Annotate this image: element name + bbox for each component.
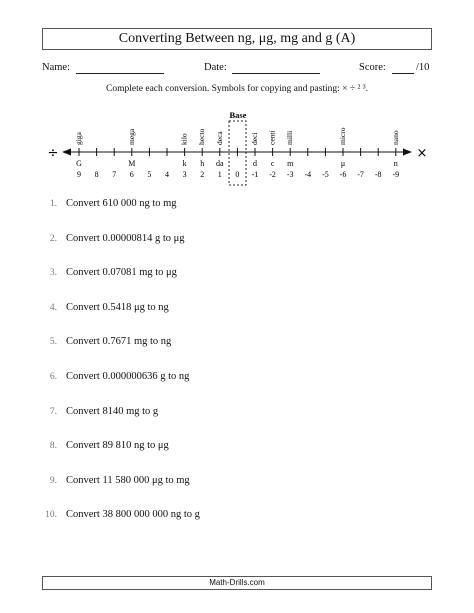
question-text: Convert 0.00000814 g to μg xyxy=(66,232,185,244)
question-row xyxy=(32,371,189,382)
scale-exponent-label: -5 xyxy=(322,170,329,179)
scale-exponent-label: -3 xyxy=(286,170,294,179)
scale-prefix-symbol: h xyxy=(200,159,205,168)
scale-exponent-label: -2 xyxy=(269,170,276,179)
question-text: Convert 0.07081 mg to μg xyxy=(66,267,177,279)
score-total: /10 xyxy=(416,62,430,73)
question-number: 9. xyxy=(49,475,57,486)
scale-exponent-label: 3 xyxy=(182,170,187,179)
scale-prefix-symbol: n xyxy=(393,159,398,168)
score-line xyxy=(392,73,414,74)
scale-prefix-name: micro xyxy=(338,127,347,145)
divide-symbol: ÷ xyxy=(47,146,59,161)
scale-prefix-name: nano xyxy=(390,130,400,145)
question-text: Convert 11 580 000 μg to mg xyxy=(66,474,190,486)
scale-exponent-label: 7 xyxy=(112,170,117,179)
question-row xyxy=(32,440,169,451)
scale-exponent-label: -4 xyxy=(304,170,312,179)
date-label: Date: xyxy=(204,62,227,73)
scale-prefix-name: milli xyxy=(285,130,295,145)
question-row xyxy=(32,267,177,278)
scale-prefix-name: deci xyxy=(250,132,259,145)
question-row xyxy=(32,302,169,313)
scale-prefix-symbol: μ xyxy=(340,159,346,168)
scale-exponent-label: -8 xyxy=(374,170,382,179)
scale-exponent-label: 4 xyxy=(165,170,169,179)
scale-prefix-name: deca xyxy=(214,131,224,145)
date-line xyxy=(232,73,320,74)
question-text: Convert 0.000000636 g to ng xyxy=(66,371,190,382)
scale-exponent-label: 9 xyxy=(77,170,81,179)
scale-exponent-label: -6 xyxy=(339,170,347,179)
question-number: 7. xyxy=(49,406,57,417)
question-text: Convert 0.7671 mg to ng xyxy=(66,336,172,348)
question-number: 8. xyxy=(49,441,57,452)
prefix-scale xyxy=(0,100,474,190)
scale-exponent-label: -9 xyxy=(392,170,400,179)
scale-exponent-label: -7 xyxy=(357,170,364,179)
name-line xyxy=(76,73,164,74)
scale-exponent-label: -1 xyxy=(251,170,259,179)
question-text: Convert 610 000 ng to mg xyxy=(66,198,177,209)
question-number: 5. xyxy=(49,337,57,348)
question-row xyxy=(32,233,185,244)
footer: Math-Drills.com xyxy=(42,576,432,590)
question-number: 6. xyxy=(49,372,57,382)
scale-exponent-label: 5 xyxy=(147,170,152,179)
scale-exponent-label: 1 xyxy=(217,170,222,179)
scale-prefix-symbol: d xyxy=(253,159,257,168)
question-text: Convert 8140 mg to g xyxy=(66,405,159,417)
left-arrow-icon xyxy=(62,149,71,156)
question-number: 2. xyxy=(49,233,57,244)
scale-exponent-label: 2 xyxy=(200,170,205,179)
question-row xyxy=(32,198,177,209)
scale-prefix-name: mega xyxy=(126,128,136,145)
question-row xyxy=(32,336,171,347)
question-number: 3. xyxy=(49,268,57,279)
name-label: Name: xyxy=(42,62,70,73)
question-text: Convert 0.5418 μg to ng xyxy=(66,301,169,313)
question-text: Convert 89 810 ng to μg xyxy=(66,440,169,452)
right-arrow-icon xyxy=(403,149,412,156)
question-number: 4. xyxy=(49,302,57,313)
scale-prefix-symbol: M xyxy=(128,159,136,168)
score-label: Score: xyxy=(359,62,386,73)
scale-exponent-label: 0 xyxy=(235,170,240,179)
question-row xyxy=(32,475,190,486)
scale-prefix-symbol: k xyxy=(182,159,187,168)
question-row xyxy=(32,406,158,417)
multiply-symbol: × xyxy=(416,146,428,161)
scale-exponent-label: 8 xyxy=(94,170,99,179)
scale-prefix-name: hecto xyxy=(197,128,207,145)
question-number: 10. xyxy=(45,510,57,521)
scale-prefix-symbol: m xyxy=(287,159,294,168)
question-text: Convert 38 800 000 000 ng to g xyxy=(66,509,200,521)
scale-prefix-name: centi xyxy=(267,130,277,145)
scale-prefix-name: kilo xyxy=(179,133,189,145)
question-number: 1. xyxy=(49,199,57,209)
scale-prefix-symbol: G xyxy=(76,159,82,168)
scale-prefix-symbol: da xyxy=(216,159,224,168)
base-label: Base xyxy=(229,110,247,120)
question-row xyxy=(32,509,200,520)
scale-prefix-name: giga xyxy=(74,132,83,145)
scale-prefix-symbol: c xyxy=(270,159,275,168)
scale-exponent-label: 6 xyxy=(129,170,134,179)
instructions: Complete each conversion. Symbols for copying and pasting: × ÷ ² ³. xyxy=(106,84,368,94)
worksheet-title: Converting Between ng, μg, mg and g (A) xyxy=(42,28,432,50)
